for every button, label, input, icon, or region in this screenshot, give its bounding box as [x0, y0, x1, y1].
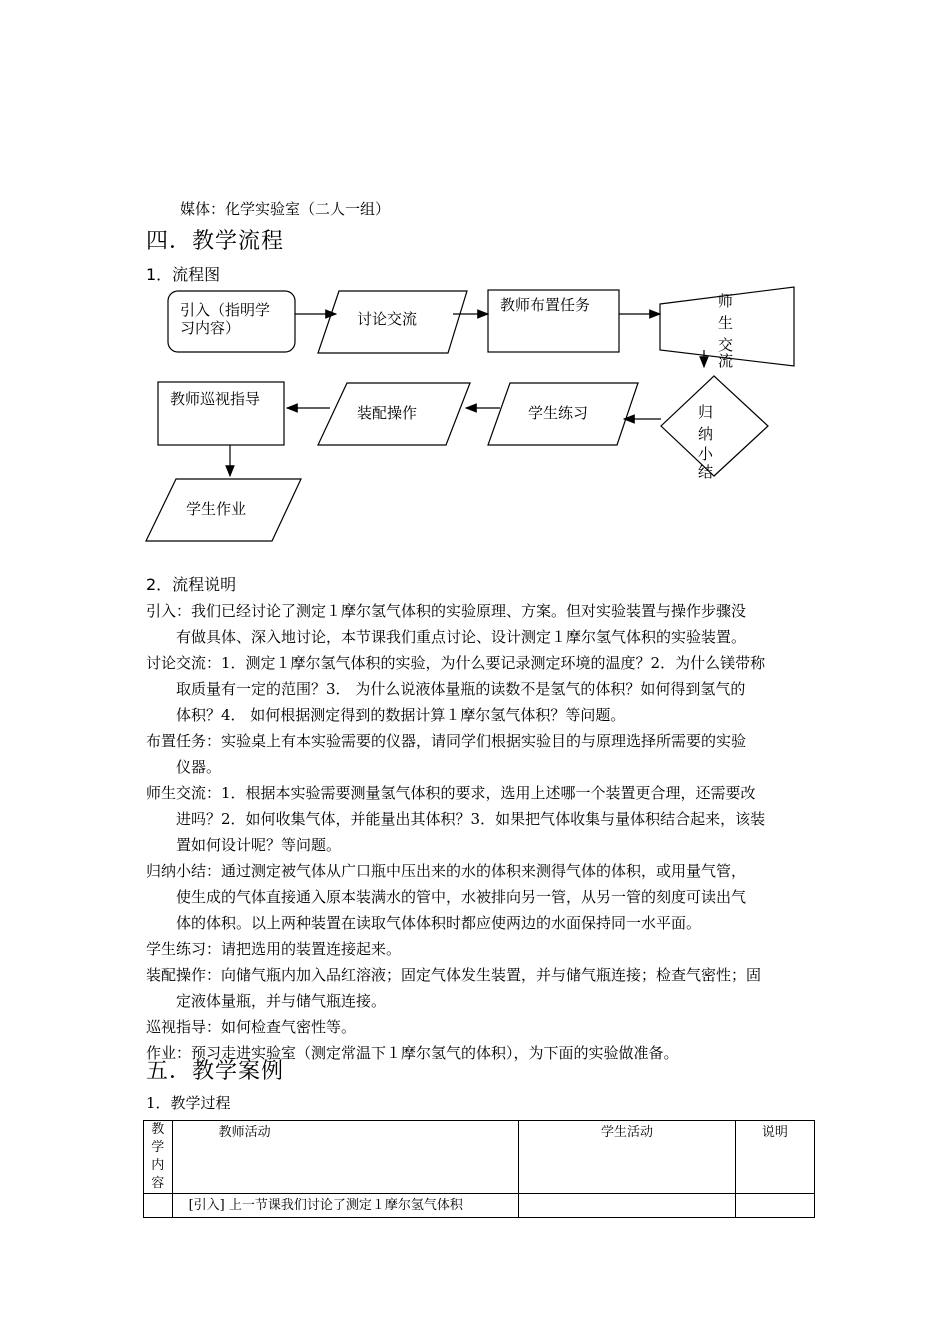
explain-line: 布置任务：实验桌上有本实验需要的仪器，请同学们根据实验目的与原理选择所需要的实验 [146, 732, 747, 750]
teaching-process-table [143, 1120, 815, 1218]
node-summary-char1: 归 [698, 403, 714, 421]
header-student: 学生活动 [519, 1121, 735, 1194]
row-teacher: [引入] 上一节课我们讨论了测定１摩尔氢气体积 [172, 1194, 519, 1218]
explain-line: 使生成的气体直接通入原本装满水的管中，水被排向另一管，从另一管的刻度可读出气 [176, 888, 747, 906]
explain-line: 师生交流：1．根据本实验需要测量氢气体积的要求，选用上述哪一个装置更合理，还需要改 [146, 784, 756, 802]
explain-practice [146, 936, 812, 962]
explain-line: 讨论交流：1．测定１摩尔氢气体积的实验，为什么要记录测定环境的温度？2．为什么镁带称 [146, 654, 766, 672]
node-exchange-char2: 生 [718, 314, 734, 332]
node-homework-label: 学生作业 [186, 500, 247, 518]
explain-line: 引入：我们已经讨论了测定１摩尔氢气体积的实验原理、方案。但对实验装置与操作步骤没 [146, 602, 747, 620]
explain-line: 作业：预习走进实验室（测定常温下１摩尔氢气的体积），为下面的实验做准备。 [146, 1044, 679, 1062]
node-summary-char4: 结 [698, 463, 714, 481]
node-discuss-label: 讨论交流 [357, 310, 418, 328]
explain-line: 取质量有一定的范围？3． 为什么说液体量瓶的读数不是氢气的体积？如何得到氢气的 [176, 680, 746, 698]
explain-assign [146, 728, 812, 780]
node-practice-label: 学生练习 [528, 404, 589, 422]
explain-exchange [146, 780, 812, 858]
explain-line: 进吗？2．如何收集气体，并能量出其体积？3．如果把气体收集与量体积结合起来，该装 [176, 810, 766, 828]
explain-line: 装配操作：向储气瓶内加入品红溶液；固定气体发生装置，并与储气瓶连接；检查气密性；固 [146, 966, 762, 984]
explain-operate [146, 962, 812, 1014]
explain-summary [146, 858, 812, 936]
node-intro-line1: 引入（指明学 [180, 301, 271, 319]
explain-line: 体积？4． 如何根据测定得到的数据计算１摩尔氢气体积？等问题。 [176, 706, 626, 724]
node-summary-char3: 小 [698, 445, 714, 463]
explain-line: 置如何设计呢？等问题。 [176, 836, 342, 854]
explain-intro [146, 598, 812, 650]
node-patrol-label: 教师巡视指导 [170, 390, 261, 408]
flow-description-heading: 2．流程说明 [146, 575, 237, 594]
explain-patrol [146, 1014, 812, 1040]
header-note: 说明 [735, 1121, 814, 1194]
explanations [146, 598, 812, 1066]
explain-line: 体的体积。以上两种装置在读取气体体积时都应使两边的水面保持同一水平面。 [176, 914, 702, 932]
node-exchange-char4: 流 [718, 352, 734, 370]
explain-discuss [146, 650, 812, 728]
teaching-process-heading: 1．教学过程 [146, 1094, 231, 1112]
node-summary [661, 376, 768, 476]
node-assign-label: 教师布置任务 [500, 296, 591, 314]
flowchart-heading: 1．流程图 [146, 265, 221, 284]
media-line: 媒体：化学实验室（二人一组） [180, 200, 391, 218]
section-5-title: 五．教学案例 [146, 1059, 285, 1084]
section-4-title: 四．教学流程 [146, 229, 285, 254]
explain-line: 归纳小结：通过测定被气体从广口瓶中压出来的水的体积来测得气体的体积，或用量气管， [146, 862, 747, 880]
row-note [735, 1194, 814, 1218]
explain-line: 仪器。 [176, 758, 222, 776]
table-header-row [144, 1121, 815, 1194]
explain-line: 有做具体、深入地讨论，本节课我们重点讨论、设计测定１摩尔氢气体积的实验装置。 [176, 628, 747, 646]
node-exchange-char3: 交 [718, 336, 734, 354]
row-student [519, 1194, 735, 1218]
explain-line: 学生练习：请把选用的装置连接起来。 [146, 940, 402, 958]
row-content [144, 1194, 173, 1218]
node-intro-line2: 习内容） [180, 319, 241, 337]
explain-line: 巡视指导：如何检查气密性等。 [146, 1018, 357, 1036]
node-operate-label: 装配操作 [357, 404, 418, 422]
header-teacher: 教师活动 [172, 1121, 519, 1194]
table-row [144, 1194, 815, 1218]
node-exchange-char1: 师 [718, 292, 734, 310]
node-summary-char2: 纳 [698, 425, 714, 443]
flowchart [0, 0, 950, 560]
header-content: 教 学 内 容 [144, 1121, 173, 1194]
explain-line: 定液体量瓶，并与储气瓶连接。 [176, 992, 387, 1010]
